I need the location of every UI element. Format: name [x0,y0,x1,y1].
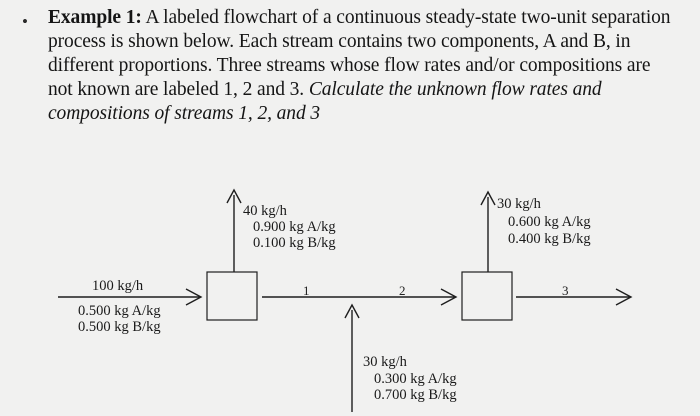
unit-2-box [462,272,512,320]
problem-task: Calculate the unknown flow rates and compositions of streams 1, 2, and 3 [48,79,602,124]
side-stream-composition-b: 0.700 kg B/kg [374,387,457,403]
stream-2-label: 2 [399,283,406,298]
top-stream-2-composition-b: 0.400 kg B/kg [508,231,591,247]
problem-text: A labeled flowchart of a continuous steady-state two-unit separation process is shown below. Each stream contains two components, A and B, in different proportions. Three streams whose flow rates and/or compositions are not known are labeled 1, 2 and 3. [48,7,671,100]
feed-composition-a: 0.500 kg A/kg [78,303,161,319]
stream-1-label: 1 [303,283,310,298]
top-stream-1-flow: 40 kg/h [243,203,287,219]
side-stream-flow: 30 kg/h [363,354,407,370]
top-stream-1-composition-b: 0.100 kg B/kg [253,235,336,251]
feed-composition-b: 0.500 kg B/kg [78,319,161,335]
top-stream-1-composition-a: 0.900 kg A/kg [253,219,336,235]
top-stream-2-flow: 30 kg/h [497,196,541,212]
top-stream-2-composition-a: 0.600 kg A/kg [508,214,591,230]
unit-1-box [207,272,257,320]
example-label: Example 1: [48,7,142,28]
stream-3-label: 3 [562,283,569,298]
side-stream-composition-a: 0.300 kg A/kg [374,371,457,387]
feed-flow-label: 100 kg/h [92,278,144,294]
bullet-point: • [22,12,28,31]
